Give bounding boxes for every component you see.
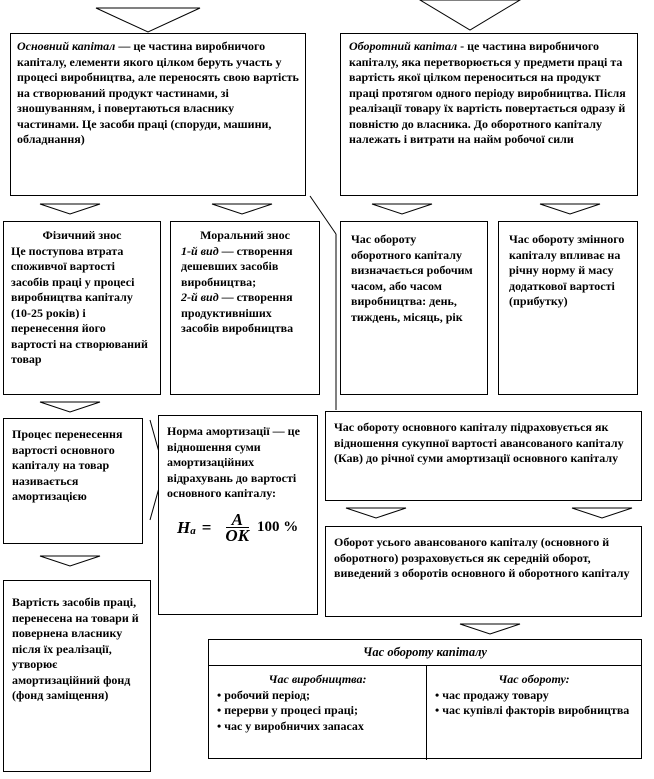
fixed-capital-box [10, 33, 306, 196]
total-turnover-box [325, 526, 642, 617]
working-turnover-time-box [340, 221, 488, 395]
working-capital-text: - це частина виробничого капіталу, яка перетворюється у предмети праці та вартість якої цілком переноситься на продукт праці протягом одного періоду виробництва. Після реалізації товару їх вартість повертається одразу й повністю до власника. До оборотного капіталу належать і витрати на найм робочої сили [349, 39, 626, 146]
working-turnover-time-text: Час обороту оборотного капіталу визначається робочим часом, або часом виробництва: день, тиждень, місяць, рік [351, 232, 473, 324]
arrow-to-capital-time [460, 624, 520, 634]
arrow-top-left [96, 8, 200, 32]
moral-kind2-label: 2-й вид [181, 290, 219, 304]
physical-wear-box [3, 221, 161, 395]
arrow-to-working-time [372, 204, 432, 214]
capital-turnover-time-box [208, 639, 642, 759]
moral-wear-box [170, 221, 320, 395]
amortization-process-box [3, 418, 143, 544]
circulation-item: • час продажу товару [435, 687, 549, 702]
formula-lhs: H [177, 517, 191, 537]
amortization-process-text: Процес перенесення вартості основного капіталу на товар називається амортизацією [12, 427, 123, 503]
capital-turnover-time-title: Час обороту капіталу [209, 640, 641, 666]
moral-kind1-text: — створення дешевших засобів виробництва; [181, 243, 293, 289]
variable-capital-time-box [498, 221, 638, 395]
production-item: • час у виробничих запасах [217, 718, 364, 733]
arrow-to-total-left [346, 508, 406, 518]
fixed-capital-term: Основний капітал [17, 39, 116, 53]
arrow-to-amort-process [40, 402, 100, 412]
fixed-turnover-time-text: Час обороту основного капіталу підраховується як відношення сукупної вартості авансованого капіталу (Кав) до річної суми амортизації основного капіталу [334, 420, 624, 465]
formula-num: A [226, 512, 249, 529]
circulation-time-column [427, 666, 641, 760]
arrow-to-variable-time [540, 204, 600, 214]
amortization-formula [177, 509, 309, 545]
moral-kind1-label: 1-й вид [181, 243, 219, 258]
fixed-turnover-time-box [325, 411, 642, 501]
arrow-top-right [420, 0, 520, 30]
arrow-to-total-right [572, 508, 632, 518]
fixed-capital-text: — це частина виробничого капіталу, елементи якого цілком беруть участь у процесі виробництва, але переносять свою вартість на створюваний продукт частинами, зі зношуванням, і повертаються власнику частинами. Це засоби праці (споруди, машини, обладнання) [17, 39, 299, 146]
formula-den: OK [225, 526, 250, 545]
physical-wear-title: Фізичний знос [42, 228, 122, 242]
production-time-title: Час виробництва: [268, 672, 367, 686]
formula-eq: = [201, 517, 212, 537]
physical-wear-text: Це поступова втрата споживчої вартості засобів праці у процесі виробництва капіталу (10-25 років) і перенесення його вартості на створюваний товар [11, 243, 148, 366]
variable-capital-time-text: Час обороту змінного капіталу впливає на річну норму й масу додаткової вартості (прибутку) [509, 232, 625, 308]
moral-wear-title: Моральний знос [200, 228, 290, 242]
amortization-fund-box [3, 580, 151, 772]
production-item: • робочий період; [217, 687, 310, 702]
formula-sub: a [190, 524, 196, 537]
circulation-time-title: Час обороту: [498, 672, 570, 686]
total-turnover-text: Оборот усього авансованого капіталу (основного й оборотного) розраховується як середній оборот, виведений з оборотів основного й оборотного капіталу [334, 535, 630, 580]
amortization-fund-text: Вартість засобів праці, перенесена на товари й повернена власнику після їх реалізації, утворює амортизаційний фонд (фонд заміщення) [12, 595, 139, 702]
formula-tail: 100 % [257, 518, 299, 535]
production-item: • перерви у процесі праці; [217, 703, 358, 717]
amortization-norm-text: Норма амортизації — це відношення суми амортизаційних відрахувань до вартості основного капіталу: [167, 424, 300, 500]
arrow-to-amort-fund [40, 556, 100, 566]
arrow-to-physical [40, 204, 100, 214]
circulation-item: • час купівлі факторів виробництва [435, 703, 630, 717]
arrow-to-moral [212, 204, 272, 214]
working-capital-box [340, 33, 638, 196]
amortization-norm-box [158, 415, 318, 615]
working-capital-term: Оборотний капітал [349, 39, 458, 53]
formula-fraction [221, 509, 253, 545]
production-time-column [209, 666, 427, 760]
moral-kind2-text: — створення продуктивніших засобів виробництва [181, 290, 294, 335]
